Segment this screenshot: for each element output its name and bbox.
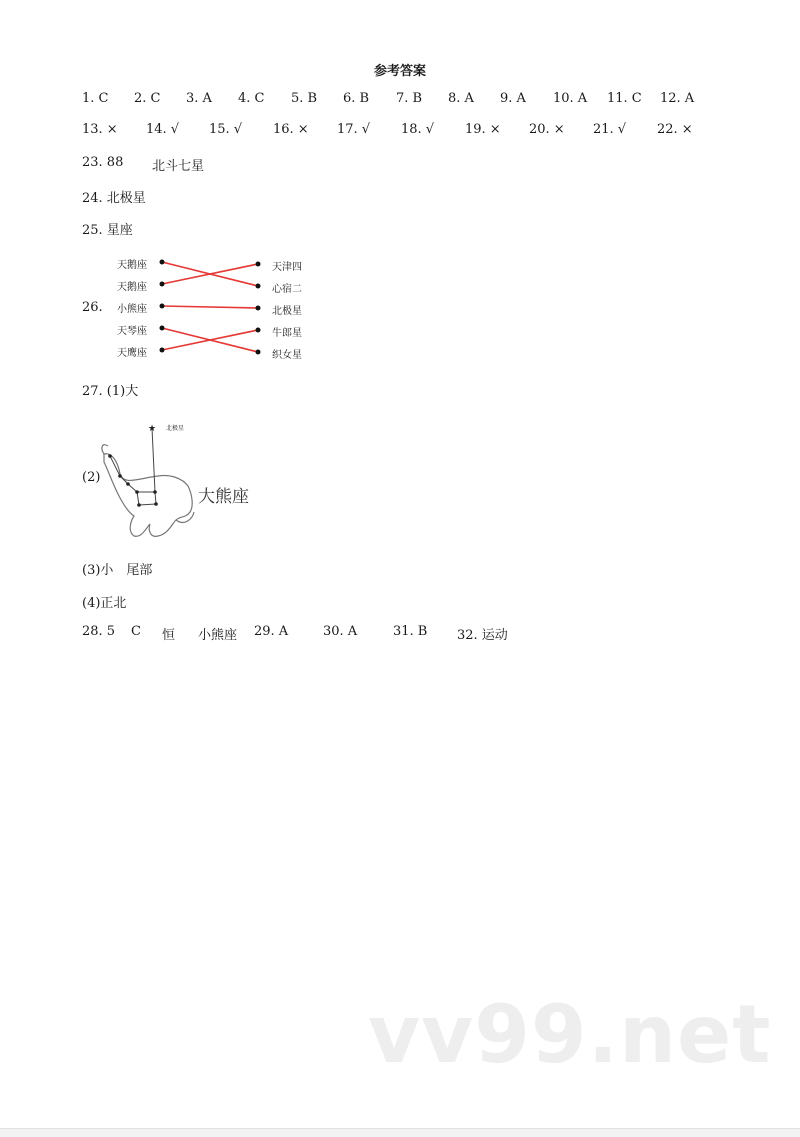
- answer-23-number: 23. 88: [82, 155, 124, 170]
- answer-7: 7. B: [396, 91, 423, 106]
- match-left-5: 天鹰座: [117, 348, 147, 359]
- match-dot-left-1: [160, 260, 165, 265]
- match-dot-left-2: [160, 282, 165, 287]
- answer-31: 31. B: [393, 624, 428, 639]
- match-dot-left-3: [160, 304, 165, 309]
- match-dot-left-4: [160, 326, 165, 331]
- match-dot-right-3: [256, 306, 261, 311]
- answer-4: 4. C: [238, 91, 265, 106]
- answer-1: 1. C: [82, 91, 109, 106]
- match-left-3: 小熊座: [117, 304, 147, 315]
- answer-28-4: 小熊座: [198, 628, 238, 643]
- match-right-3: 北极星: [272, 306, 302, 317]
- match-dot-right-4: [256, 328, 261, 333]
- answer-8: 8. A: [448, 91, 474, 106]
- answer-22: 22. ×: [657, 122, 693, 137]
- answer-27-part4: (4)正北: [82, 596, 127, 611]
- match-left-1: 天鹅座: [117, 260, 147, 271]
- answer-28-3: 恒: [162, 628, 176, 643]
- constellation-label: 大熊座: [198, 487, 249, 507]
- answer-2: 2. C: [134, 91, 161, 106]
- answer-32: 32. 运动: [457, 628, 508, 643]
- match-right-5: 织女星: [272, 350, 302, 361]
- answer-17: 17. √: [337, 122, 371, 137]
- match-dot-right-1: [256, 262, 261, 267]
- match-right-4: 牛郎星: [272, 328, 302, 339]
- answer-26-number: 26.: [82, 300, 103, 315]
- answer-5: 5. B: [291, 91, 318, 106]
- match-left-4: 天琴座: [117, 326, 147, 337]
- polaris-label: 北极星: [166, 425, 185, 432]
- bear-illustration: [102, 445, 194, 537]
- match-line-5: [162, 330, 258, 350]
- match-left-2: 天鹅座: [117, 282, 147, 293]
- answer-10: 10. A: [553, 91, 588, 106]
- answer-28-2: C: [131, 624, 141, 639]
- watermark: vv99.net: [368, 988, 772, 1081]
- page-title: 参考答案: [373, 64, 426, 79]
- match-line-2: [162, 264, 258, 284]
- answer-18: 18. √: [401, 122, 435, 137]
- answer-27-part2: (2): [82, 470, 101, 485]
- answer-23-text: 北斗七星: [152, 159, 205, 174]
- answer-9: 9. A: [500, 91, 526, 106]
- match-right-2: 心宿二: [272, 284, 302, 295]
- answer-21: 21. √: [593, 122, 627, 137]
- answer-25: 25. 星座: [82, 223, 133, 238]
- answer-27-part1: 27. (1)大: [82, 384, 139, 399]
- answer-27-part3: (3)小 尾部: [82, 563, 153, 578]
- page-bottom-edge: [0, 1128, 800, 1137]
- answer-12: 12. A: [660, 91, 695, 106]
- answer-3: 3. A: [186, 91, 212, 106]
- answer-6: 6. B: [343, 91, 370, 106]
- answer-29: 29. A: [254, 624, 289, 639]
- answer-15: 15. √: [209, 122, 243, 137]
- answer-20: 20. ×: [529, 122, 565, 137]
- match-dot-left-5: [160, 348, 165, 353]
- match-dot-right-2: [256, 284, 261, 289]
- answer-11: 11. C: [607, 91, 642, 106]
- answer-13: 13. ×: [82, 122, 118, 137]
- answer-28-1: 28. 5: [82, 624, 116, 639]
- match-dot-right-5: [256, 350, 261, 355]
- match-line-3: [162, 306, 258, 308]
- answer-24: 24. 北极星: [82, 191, 146, 206]
- match-right-1: 天津四: [272, 262, 302, 273]
- answer-14: 14. √: [146, 122, 180, 137]
- answer-16: 16. ×: [273, 122, 309, 137]
- answer-19: 19. ×: [465, 122, 501, 137]
- polaris-star-icon: ★: [148, 424, 157, 434]
- answer-30: 30. A: [323, 624, 358, 639]
- big-dipper-lines: [110, 428, 156, 505]
